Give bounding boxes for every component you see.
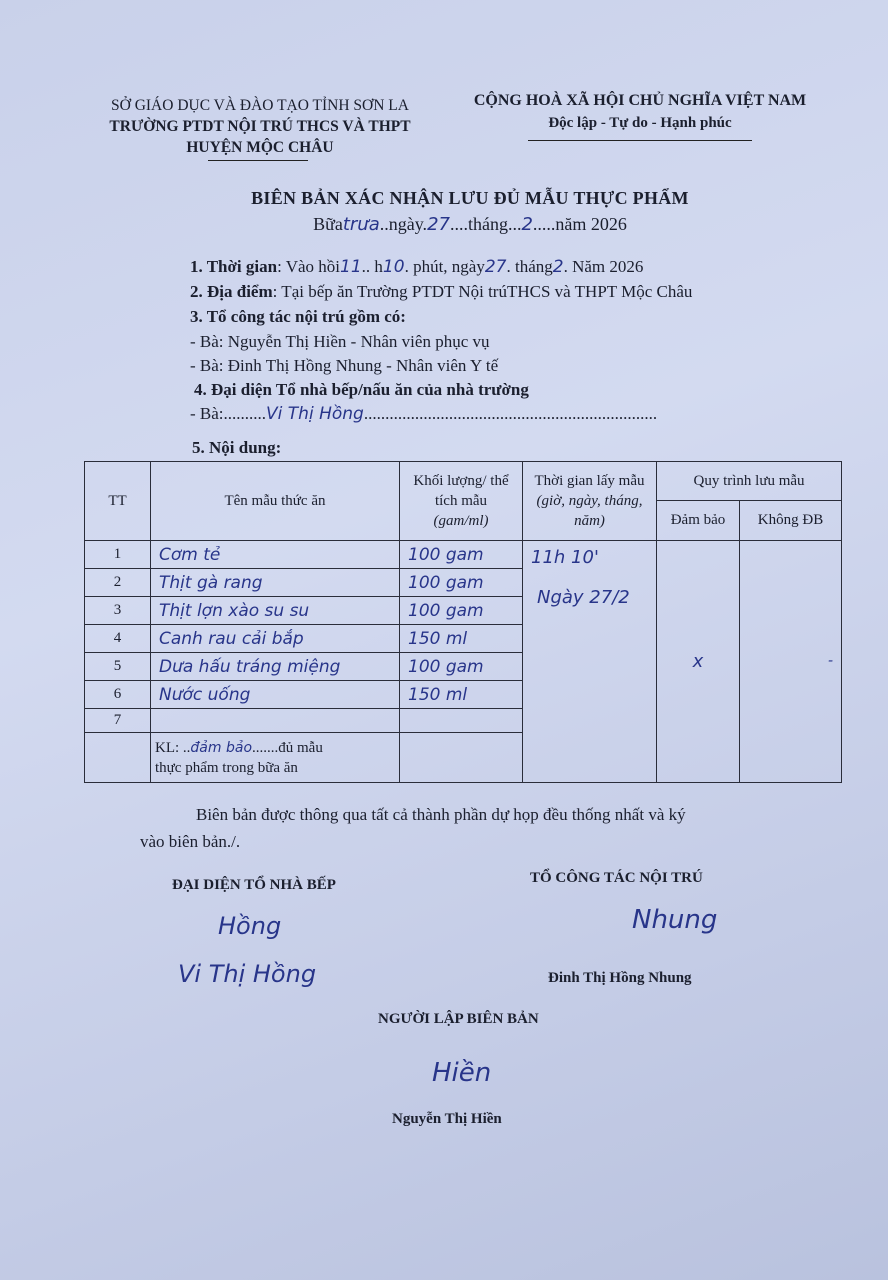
boarding-signature: Nhung xyxy=(632,905,718,935)
col-header-time xyxy=(523,462,657,541)
row-food-name: Thịt gà rang xyxy=(151,569,400,597)
agency-line-1: SỞ GIÁO DỤC VÀ ĐÀO TẠO TỈNH SƠN LA xyxy=(111,97,409,114)
closing-line-1: Biên bản được thông qua tất cả thành phần dự họp đều thống nhất và ký xyxy=(196,805,686,824)
row-food-name: Canh rau cải bắp xyxy=(151,625,400,653)
col-header-time-unit: (giờ, ngày, tháng, năm) xyxy=(536,493,643,529)
day-value: 27 xyxy=(427,214,450,235)
col-header-mass-unit: (gam/ml) xyxy=(433,513,489,529)
row-mass: 100 gam xyxy=(400,597,523,625)
row-tt: 6 xyxy=(85,681,151,709)
motto-underline xyxy=(528,140,752,141)
row-food-name: Thịt lợn xào su su xyxy=(151,597,400,625)
month-value: 2 xyxy=(521,214,533,235)
team-member-1: - Bà: Nguyễn Thị Hiền - Nhân viên phục vụ xyxy=(190,332,490,351)
row-mass: 150 ml xyxy=(400,681,523,709)
table-row xyxy=(85,541,842,569)
writer-name: Nguyễn Thị Hiền xyxy=(392,1111,502,1127)
col-header-tt: TT xyxy=(85,462,151,541)
kitchen-signature: Hồng xyxy=(218,912,282,940)
section-location-label: 2. Địa điểm xyxy=(190,282,273,301)
section-location-text: : Tại bếp ăn Trường PTDT Nội trúTHCS và THPT Mộc Châu xyxy=(272,282,693,301)
time-text-b: .. h xyxy=(361,257,383,276)
section-time xyxy=(190,257,643,277)
col-header-ok: Đảm bảo xyxy=(657,501,740,541)
day-label: ..ngày. xyxy=(379,214,428,234)
row-mass: 100 gam xyxy=(400,653,523,681)
row-tt: 3 xyxy=(85,597,151,625)
writer-title: NGƯỜI LẬP BIÊN BẢN xyxy=(378,1011,539,1027)
conclusion-empty-cell xyxy=(85,733,151,783)
time-month: 2 xyxy=(552,257,564,277)
conclusion-value: đảm bảo xyxy=(190,739,253,756)
row-tt: 2 xyxy=(85,569,151,597)
month-label: ....tháng... xyxy=(449,214,522,234)
row-mass: 100 gam xyxy=(400,541,523,569)
row-food-name: Dưa hấu tráng miệng xyxy=(151,653,400,681)
col-header-time-text: Thời gian lấy mẫu xyxy=(534,473,645,489)
meal-label: Bữa xyxy=(313,214,343,234)
writer-signature: Hiền xyxy=(432,1058,492,1088)
conclusion-line-2: thực phẩm trong bữa ăn xyxy=(155,759,298,776)
section-content-label: 5. Nội dung: xyxy=(192,438,282,457)
kitchen-title: ĐẠI DIỆN TỔ NHÀ BẾP xyxy=(172,877,336,893)
time-text-c: . phút, ngày xyxy=(404,257,485,276)
conclusion-prefix: KL: .. xyxy=(155,739,191,756)
time-minute: 10 xyxy=(382,257,405,277)
document-subtitle xyxy=(90,214,850,235)
section-team-label: 3. Tổ công tác nội trú gồm có: xyxy=(190,307,406,326)
section-kitchen-label: 4. Đại diện Tổ nhà bếp/nấu ăn của nhà trường xyxy=(194,380,529,399)
row-food-name xyxy=(151,709,400,733)
agency-line-2: TRƯỜNG PTDT NỘI TRÚ THCS VÀ THPT xyxy=(109,118,411,135)
section-time-label: 1. Thời gian xyxy=(190,257,278,276)
kitchen-rep-name: Vi Thị Hồng xyxy=(266,404,364,424)
sample-table xyxy=(84,461,842,783)
col-header-mass-text: Khối lượng/ thể tích mẫu xyxy=(413,473,509,509)
boarding-name: Đinh Thị Hồng Nhung xyxy=(548,970,692,986)
row-tt: 7 xyxy=(85,709,151,733)
not-ok-mark: - xyxy=(827,653,834,669)
kitchen-rep-suffix: ..................................................................... xyxy=(363,404,658,423)
meal-value: trưa xyxy=(342,214,380,235)
conclusion-suffix: .......đủ mẫu xyxy=(252,739,323,756)
agency-line-3: HUYỆN MỘC CHÂU xyxy=(186,139,334,156)
row-mass: 150 ml xyxy=(400,625,523,653)
row-tt: 1 xyxy=(85,541,151,569)
time-text-a: : Vào hồi xyxy=(277,257,341,276)
document-title: BIÊN BẢN XÁC NHẬN LƯU ĐỦ MẪU THỰC PHẨM xyxy=(251,188,689,208)
ok-mark: x xyxy=(692,651,704,672)
kitchen-rep-line xyxy=(190,404,657,424)
conclusion-mass-cell xyxy=(400,733,523,783)
agency-underline xyxy=(208,160,308,161)
row-mass: 100 gam xyxy=(400,569,523,597)
closing-line-2: vào biên bản./. xyxy=(140,832,241,851)
time-hour: 11 xyxy=(340,257,362,277)
col-header-mass xyxy=(400,462,523,541)
time-value-date: Ngày 27/2 xyxy=(537,587,630,608)
kitchen-rep-prefix: - Bà:.......... xyxy=(190,404,267,423)
col-header-process: Quy trình lưu mẫu xyxy=(657,462,842,501)
row-tt: 5 xyxy=(85,653,151,681)
time-cell xyxy=(523,541,657,783)
ok-cell xyxy=(657,541,740,783)
agency-header xyxy=(70,95,450,158)
time-text-e: . Năm 2026 xyxy=(563,257,644,276)
not-ok-cell xyxy=(740,541,842,783)
national-motto: Độc lập - Tự do - Hạnh phúc xyxy=(548,115,732,131)
national-title: CỘNG HOÀ XÃ HỘI CHỦ NGHĨA VIỆT NAM xyxy=(473,92,807,109)
col-header-not-ok: Không ĐB xyxy=(740,501,842,541)
col-header-name: Tên mẫu thức ăn xyxy=(151,462,400,541)
conclusion-cell xyxy=(151,733,400,783)
boarding-title: TỔ CÔNG TÁC NỘI TRÚ xyxy=(530,870,703,886)
section-location xyxy=(190,282,692,302)
row-mass xyxy=(400,709,523,733)
row-food-name: Cơm tẻ xyxy=(151,541,400,569)
time-text-d: . tháng xyxy=(506,257,553,276)
team-member-2: - Bà: Đinh Thị Hồng Nhung - Nhân viên Y tế xyxy=(190,356,499,375)
national-header xyxy=(460,90,820,134)
kitchen-handwritten-name: Vi Thị Hồng xyxy=(178,960,317,988)
time-value-hour: 11h 10' xyxy=(531,547,599,568)
row-food-name: Nước uống xyxy=(151,681,400,709)
row-tt: 4 xyxy=(85,625,151,653)
time-day: 27 xyxy=(484,257,507,277)
year-label: .....năm 2026 xyxy=(532,214,627,234)
